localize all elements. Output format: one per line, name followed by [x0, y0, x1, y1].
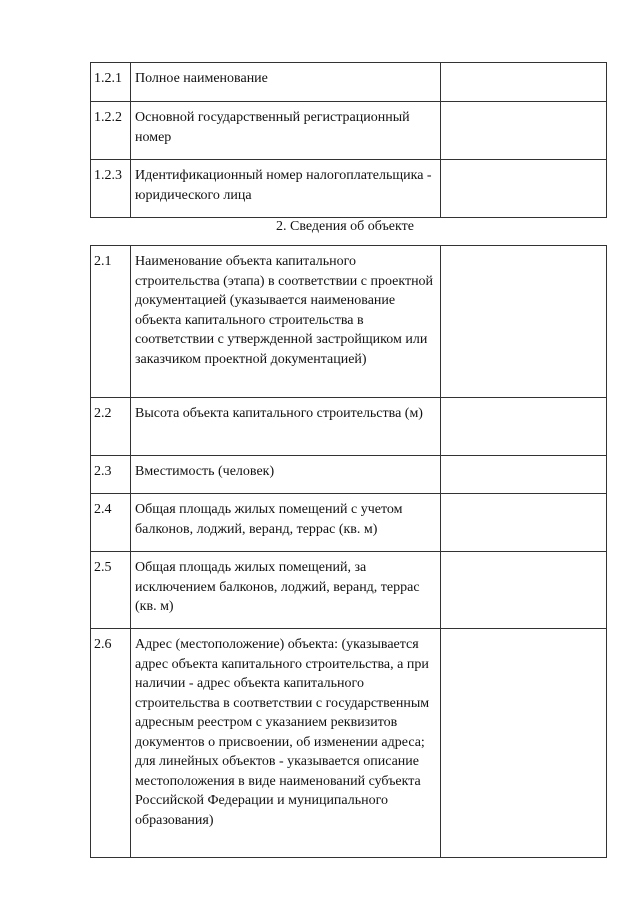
table-row — [91, 494, 607, 552]
table-row — [91, 102, 607, 160]
value-field-area-with-balconies[interactable] — [441, 494, 607, 552]
row-label: Общая площадь жилых помещений с учетом балконов, лоджий, веранд, террас (кв. м) — [131, 494, 441, 552]
row-number: 2.5 — [91, 552, 131, 629]
table-row — [91, 398, 607, 456]
row-label: Вместимость (человек) — [131, 456, 441, 494]
value-field-capacity[interactable] — [441, 456, 607, 494]
value-field-address[interactable] — [441, 629, 607, 858]
applicant-details-table — [90, 62, 607, 218]
object-details-table — [90, 245, 607, 858]
row-label: Общая площадь жилых помещений, за исключением балконов, лоджий, веранд, террас (кв. м) — [131, 552, 441, 629]
row-label: Полное наименование — [131, 63, 441, 102]
table-row — [91, 246, 607, 398]
row-number: 2.4 — [91, 494, 131, 552]
row-number: 1.2.3 — [91, 160, 131, 218]
row-label: Адрес (местоположение) объекта: (указывается адрес объекта капитального строительства, а при наличии - адрес объекта капитального строительства в соответствии с государственным адресным реестром с указанием реквизитов документов о присвоении, об изменении адреса; для линейных объектов - указывается описание местоположения в виде наименований субъекта Российской Федерации и муниципального образования) — [131, 629, 441, 858]
row-number: 2.2 — [91, 398, 131, 456]
row-label: Наименование объекта капитального строительства (этапа) в соответствии с проектной документацией (указывается наименование объекта капитального строительства в соответствии с утвержденной застройщиком или заказчиком проектной документацией) — [131, 246, 441, 398]
table-row — [91, 456, 607, 494]
table-row — [91, 160, 607, 218]
value-field-height[interactable] — [441, 398, 607, 456]
value-field-full-name[interactable] — [441, 63, 607, 102]
table-row — [91, 629, 607, 858]
row-number: 2.6 — [91, 629, 131, 858]
row-number: 2.3 — [91, 456, 131, 494]
row-number: 2.1 — [91, 246, 131, 398]
value-field-ogrn[interactable] — [441, 102, 607, 160]
row-number: 1.2.2 — [91, 102, 131, 160]
row-label: Основной государственный регистрационный номер — [131, 102, 441, 160]
row-number: 1.2.1 — [91, 63, 131, 102]
row-label: Идентификационный номер налогоплательщика - юридического лица — [131, 160, 441, 218]
table-row — [91, 63, 607, 102]
section-heading: 2. Сведения об объекте — [276, 219, 414, 234]
value-field-inn[interactable] — [441, 160, 607, 218]
row-label: Высота объекта капитального строительства (м) — [131, 398, 441, 456]
table-row — [91, 552, 607, 629]
value-field-area-without-balconies[interactable] — [441, 552, 607, 629]
value-field-object-name[interactable] — [441, 246, 607, 398]
